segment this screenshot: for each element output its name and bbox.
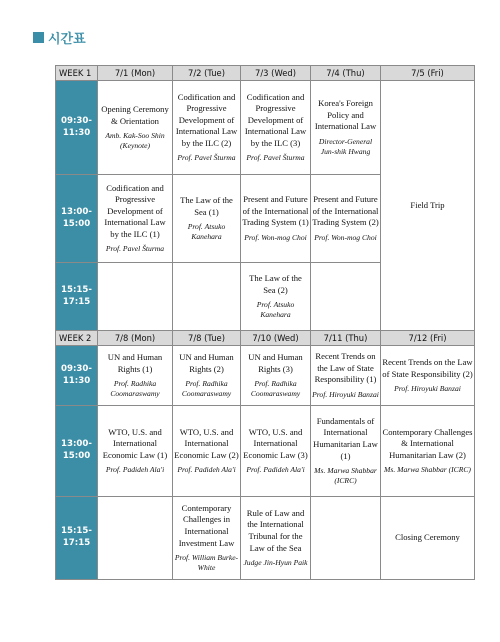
session-title: WTO, U.S. and International Economic Law (2) xyxy=(174,426,239,460)
session-lecturer: Prof. Padideh Ala'i xyxy=(246,465,305,475)
week2-day-thu: 7/11 (Thu) xyxy=(311,331,381,346)
session-title: The Law of the Sea (1) xyxy=(180,194,233,217)
title-square-icon xyxy=(33,32,44,43)
session-title: Recent Trends on the Law of State Responsibility (2) xyxy=(382,356,473,379)
session-title: Fundamentals of International Humanitarian Law (1) xyxy=(313,415,378,461)
week1-day-fri: 7/5 (Fri) xyxy=(381,66,475,81)
session-cell xyxy=(173,175,241,263)
week1-day-thu: 7/4 (Thu) xyxy=(311,66,381,81)
week1-slot1-row xyxy=(56,81,475,175)
session-title: UN and Human Rights (3) xyxy=(248,351,303,374)
week1-header-row xyxy=(56,66,475,81)
session-lecturer: Prof. Pavel Šturma xyxy=(105,244,165,254)
field-trip-cell xyxy=(381,81,475,331)
empty-cell xyxy=(311,263,381,331)
session-lecturer: Judge Jin-Hyun Paik xyxy=(243,558,308,568)
page-header xyxy=(33,28,86,47)
session-cell xyxy=(173,81,241,175)
session-cell xyxy=(381,346,475,406)
session-cell xyxy=(311,346,381,406)
week2-slot3-row xyxy=(56,497,475,580)
session-lecturer: Prof. Atsuko Kanehara xyxy=(187,222,226,242)
session-lecturer: Amb. Kak-Soo Shin (Keynote) xyxy=(105,131,165,151)
page-title: 시간표 xyxy=(48,32,86,47)
week1-day-wed: 7/3 (Wed) xyxy=(241,66,311,81)
session-title: WTO, U.S. and International Economic Law (1) xyxy=(102,426,168,460)
session-cell xyxy=(241,175,311,263)
session-cell xyxy=(241,81,311,175)
session-cell xyxy=(173,346,241,406)
session-lecturer: Prof. Pavel Šturma xyxy=(246,153,305,163)
session-title: UN and Human Rights (2) xyxy=(179,351,234,374)
week1-label: WEEK 1 xyxy=(56,66,98,81)
session-title: WTO, U.S. and International Economic Law (3) xyxy=(243,426,308,460)
time-slot: 13:00-15:00 xyxy=(56,175,98,263)
session-title: Field Trip xyxy=(410,199,445,210)
session-cell xyxy=(173,406,241,497)
week2-slot2-row xyxy=(56,406,475,497)
empty-cell xyxy=(311,497,381,580)
session-lecturer: Prof. Radhika Coomaraswamy xyxy=(110,379,160,399)
session-title: The Law of the Sea (2) xyxy=(249,272,302,295)
session-cell xyxy=(241,406,311,497)
session-title: Present and Future of the International Trading System (2) xyxy=(312,194,379,228)
session-lecturer: Director-General Jun-shik Hwang xyxy=(318,136,373,156)
session-lecturer: Prof. Padideh Ala'i xyxy=(177,465,236,475)
session-cell xyxy=(241,346,311,406)
session-cell xyxy=(311,81,381,175)
session-cell xyxy=(311,406,381,497)
session-title: Korea's Foreign Policy and International Law xyxy=(314,98,377,132)
empty-cell xyxy=(98,263,173,331)
session-cell xyxy=(173,497,241,580)
time-slot: 09:30-11:30 xyxy=(56,81,98,175)
session-lecturer: Prof. Won-mog Choi xyxy=(314,232,377,242)
timetable xyxy=(55,65,475,580)
week2-day-mon: 7/8 (Mon) xyxy=(98,331,173,346)
session-title: Present and Future of the International Trading System (1) xyxy=(242,194,309,228)
week2-day-wed: 7/10 (Wed) xyxy=(241,331,311,346)
session-cell xyxy=(241,497,311,580)
empty-cell xyxy=(173,263,241,331)
week2-header-row xyxy=(56,331,475,346)
session-lecturer: Prof. Hiroyuki Banzai xyxy=(394,384,461,394)
session-lecturer: Prof. Atsuko Kanehara xyxy=(256,300,295,320)
session-cell xyxy=(241,263,311,331)
session-lecturer: Prof. Hiroyuki Banzai xyxy=(312,389,379,399)
session-cell xyxy=(98,346,173,406)
session-title: Opening Ceremony & Orientation xyxy=(101,103,169,126)
session-title: Rule of Law and the International Tribunal for the Law of the Sea xyxy=(246,507,305,553)
session-lecturer: Prof. Radhika Coomaraswamy xyxy=(250,379,301,399)
week2-slot1-row xyxy=(56,346,475,406)
session-lecturer: Prof. Pavel Šturma xyxy=(177,153,236,163)
time-slot: 13:00-15:00 xyxy=(56,406,98,497)
session-cell xyxy=(311,175,381,263)
session-title: Recent Trends on the Law of State Responsibility (1) xyxy=(314,351,377,385)
session-title: UN and Human Rights (1) xyxy=(107,351,163,374)
session-title: Contemporary Challenges & International Humanitarian Law (2) xyxy=(382,426,473,460)
week1-day-tue: 7/2 (Tue) xyxy=(173,66,241,81)
session-title: Contemporary Challenges in International Investment Law xyxy=(178,502,235,548)
session-lecturer: Prof. Won-mog Choi xyxy=(244,232,307,242)
week2-label: WEEK 2 xyxy=(56,331,98,346)
session-lecturer: Prof. Radhika Coomaraswamy xyxy=(181,379,232,399)
session-title: Codification and Progressive Development of International Law by the ILC (3) xyxy=(244,91,307,148)
session-cell xyxy=(98,81,173,175)
week1-day-mon: 7/1 (Mon) xyxy=(98,66,173,81)
session-lecturer: Prof. Padideh Ala'i xyxy=(105,465,165,475)
week2-day-fri: 7/12 (Fri) xyxy=(381,331,475,346)
time-slot: 09:30-11:30 xyxy=(56,346,98,406)
session-title: Codification and Progressive Development of International Law by the ILC (2) xyxy=(175,91,238,148)
time-slot: 15:15-17:15 xyxy=(56,263,98,331)
session-title: Codification and Progressive Development of International Law by the ILC (1) xyxy=(104,182,166,239)
session-lecturer: Ms. Marwa Shabbar (ICRC) xyxy=(314,466,377,486)
session-cell xyxy=(98,175,173,263)
session-cell xyxy=(381,497,475,580)
empty-cell xyxy=(98,497,173,580)
session-cell xyxy=(98,406,173,497)
time-slot: 15:15-17:15 xyxy=(56,497,98,580)
session-lecturer: Ms. Marwa Shabbar (ICRC) xyxy=(384,465,471,475)
session-lecturer: Prof. William Burke-White xyxy=(174,553,239,573)
week2-day-tue: 7/8 (Tue) xyxy=(173,331,241,346)
session-cell xyxy=(381,406,475,497)
session-title: Closing Ceremony xyxy=(395,532,460,543)
